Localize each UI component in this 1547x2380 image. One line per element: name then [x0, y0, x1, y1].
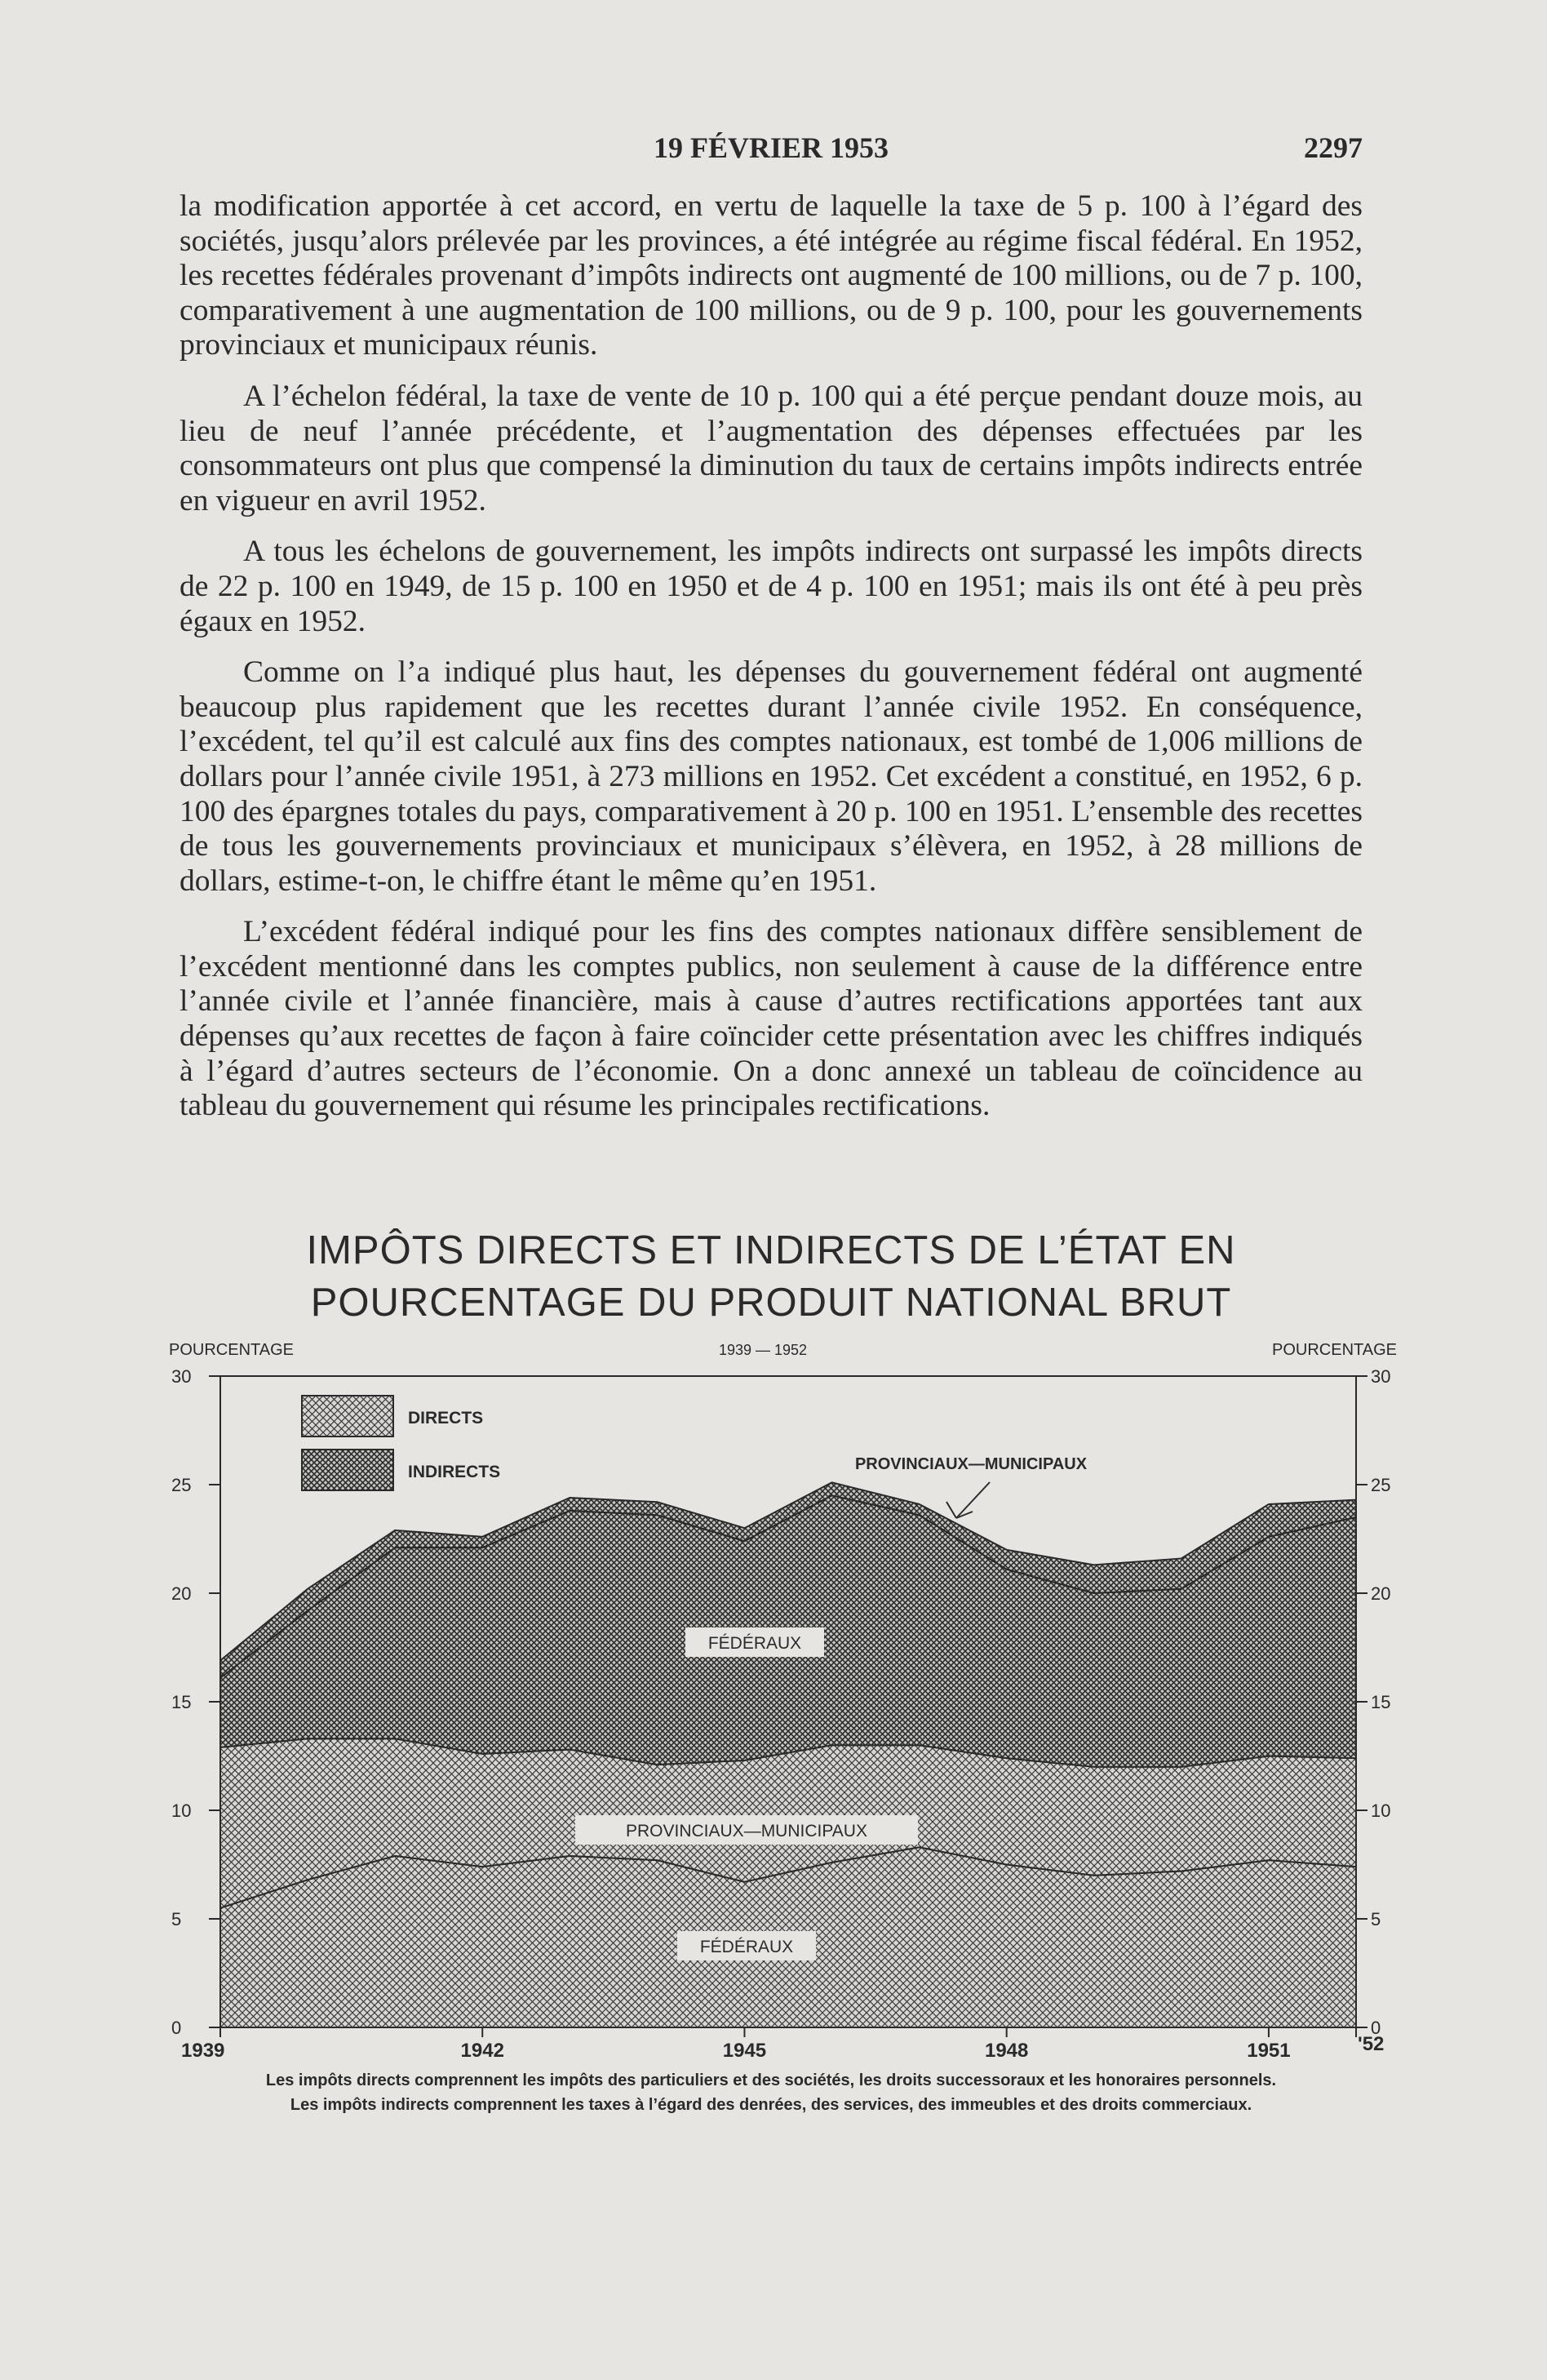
y-tick-label-right: 20	[1371, 1583, 1391, 1604]
y-tick-label-right: 15	[1371, 1692, 1391, 1712]
y-tick-label-left: 25	[171, 1475, 192, 1495]
chart-title-line2: POURCENTAGE DU PRODUIT NATIONAL BRUT	[310, 1281, 1232, 1325]
chart-caption	[180, 2068, 1363, 2117]
annotation-federal-lower: FÉDÉRAUX	[699, 1938, 794, 1956]
paragraph: la modification apportée à cet accord, en vertu de laquelle la taxe de 5 p. 100 à l’égard des sociétés, jusqu’alors prélevée par les provinces, a été intégrée au régime fiscal fédéral. En 1952, les recettes fédérales provenant d’impôts indirects ont augmenté de 100 millions, ou de 7 p. 100, comparativement à une augmentation de 100 millions, ou de 9 p. 100, pour les gouvernements provinciaux et municipaux réunis.	[180, 189, 1363, 362]
y-tick-label-left: 0	[171, 2018, 182, 2038]
y-tick-label-right: 10	[1371, 1801, 1391, 1821]
caption-line2: Les impôts indirects comprennent les taxes à l’égard des denrées, des services, des immeubles et des droits commerciaux.	[290, 2096, 1252, 2114]
x-tick-label: 1948	[984, 2040, 1029, 2062]
y-axis-label-right: POURCENTAGE	[1272, 1341, 1397, 1359]
legend-label-indirects: INDIRECTS	[408, 1463, 501, 1481]
y-tick-label-right: 5	[1371, 1909, 1381, 1929]
y-tick-label-left: 15	[171, 1692, 192, 1712]
legend-label-directs: DIRECTS	[408, 1409, 484, 1428]
page-number: 2297	[1304, 131, 1363, 164]
x-tick-label: 1939	[181, 2040, 225, 2062]
x-tick-label: 1942	[460, 2040, 504, 2062]
y-axis-label-left: POURCENTAGE	[169, 1341, 294, 1359]
y-tick-label-left: 20	[171, 1583, 192, 1604]
y-tick-label-right: 30	[1371, 1366, 1391, 1387]
y-tick-label-left: 5	[171, 1909, 182, 1929]
x-tick-label: 1951	[1247, 2040, 1291, 2062]
legend-swatch-indirects	[302, 1450, 393, 1490]
x-tick-label: '52	[1358, 2033, 1385, 2055]
paragraph: A tous les échelons de gouvernement, les impôts indirects ont surpassé les impôts directs de 22 p. 100 en 1949, de 15 p. 100 en 1950 et de 4 p. 100 en 1951; mais ils ont été à peu près égaux en 1952.	[180, 535, 1363, 638]
annotation-arrow	[946, 1482, 990, 1518]
paragraph: Comme on l’a indiqué plus haut, les dépenses du gouvernement fédéral ont augmenté beaucoup plus rapidement que les recettes durant l’année civile 1952. En conséquence, l’excédent, tel qu’il est calculé aux fins des comptes nationaux, est tombé de 1,006 millions de dollars pour l’année civile 1951, à 273 millions en 1952. Cet excédent a constitué, en 1952, 6 p. 100 des épargnes totales du pays, comparativement à 20 p. 100 en 1951. L’ensemble des recettes de tous les gouvernements provinciaux et municipaux s’élèvera, en 1952, à 28 millions de dollars, estime-t-on, le chiffre étant le même qu’en 1951.	[180, 655, 1363, 898]
annotation-provincial-upper: PROVINCIAUX—MUNICIPAUX	[854, 1455, 1088, 1473]
y-tick-label-left: 30	[171, 1366, 192, 1387]
annotation-federal-upper: FÉDÉRAUX	[707, 1634, 802, 1653]
paragraph: L’excédent fédéral indiqué pour les fins des comptes nationaux diffère sensiblement de l’excédent mentionné dans les comptes publics, non seulement à cause de la différence entre l’année civile et l’année financière, mais à cause d’autres rectifications apportées tant aux dépenses qu’aux recettes de façon à faire coïncider cette présentation avec les chiffres indiqués à l’égard d’autres secteurs de l’économie. On a donc annexé un tableau de coïncidence au tableau du gouvernement qui résume les principales rectifications.	[180, 915, 1363, 1123]
chart-title-line1: IMPÔTS DIRECTS ET INDIRECTS DE L’ÉTAT EN	[306, 1228, 1236, 1272]
legend-swatch-directs	[302, 1396, 393, 1436]
y-tick-label-right: 25	[1371, 1475, 1391, 1495]
annotation-provincial-lower: PROVINCIAUX—MUNICIPAUX	[626, 1822, 867, 1841]
caption-line1: Les impôts directs comprennent les impôts des particuliers et des sociétés, les droits successoraux et les honoraires personnels.	[265, 2071, 1277, 2089]
paragraph: A l’échelon fédéral, la taxe de vente de 10 p. 100 qui a été perçue pendant douze mois, au lieu de neuf l’année précédente, et l’augmentation des dépenses effectuées par les consommateurs ont plus que compensé la diminution du taux de certains impôts indirects entrée en vigueur en avril 1952.	[180, 379, 1363, 517]
header-date: 19 FÉVRIER 1953	[653, 131, 889, 164]
x-tick-label: 1945	[722, 2040, 767, 2062]
y-tick-label-right: 0	[1371, 2018, 1381, 2038]
y-tick-label-left: 10	[171, 1801, 192, 1821]
period-label: 1939 — 1952	[718, 1342, 808, 1358]
